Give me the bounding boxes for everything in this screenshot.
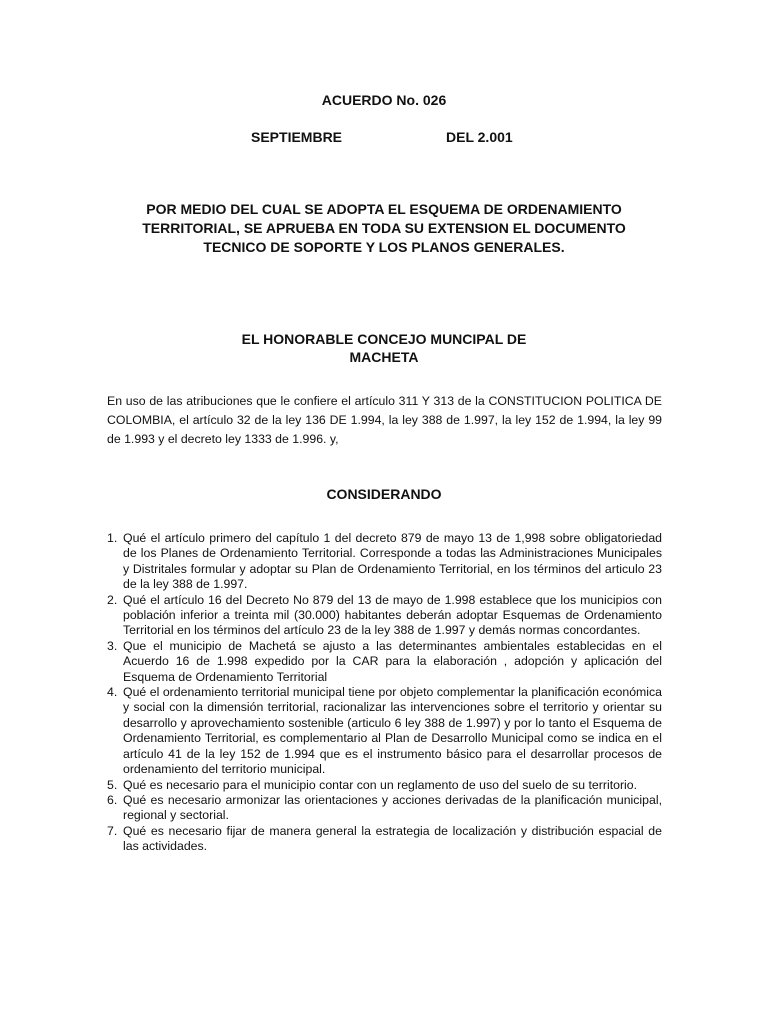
list-item [107, 824, 662, 855]
list-item [107, 531, 662, 593]
list-item [107, 793, 662, 824]
item-number: 6. [107, 792, 118, 807]
agreement-heading: ACUERDO No. 026 [321, 92, 447, 108]
item-number: 2. [107, 592, 118, 607]
intro-paragraph: En uso de las atribuciones que le confiere el artículo 311 Y 313 de la CONSTITUCION POLITICA DE COLOMBIA, el artículo 32 de la ley 136 DE 1.994, la ley 388 de 1.997, la ley 152 de 1.994, la ley 99 de 1.993 y el decreto ley 1333 de 1.996. y, [107, 394, 662, 446]
list-item [107, 639, 662, 685]
item-text: Qué el artículo 16 del Decreto No 879 del 13 de mayo de 1.998 establece que los municipios con población inferior a treinta mil (30.000) habitantes deberán adoptar Esquemas de Ordenamiento Territorial en los términos del artículo 23 de la ley 388 de 1.997 y demás normas concordantes. [123, 592, 662, 638]
date-month: SEPTIEMBRE [251, 129, 343, 145]
item-text: Qué es necesario para el municipio contar con un reglamento de uso del suelo de su territorio. [123, 777, 638, 792]
agreement-purpose [0, 200, 768, 257]
item-text: Qué el artículo primero del capítulo 1 del decreto 879 de mayo 13 de 1,998 sobre obligatoriedad de los Planes de Ordenamiento Territorial. Corresponde a todas las Administraciones Municipales y Distritales formular y adoptar su Plan de Ordenamiento Territorial, en los términos del articulo 23 de la ley 388 de 1.997. [123, 531, 662, 592]
date-year: DEL 2.001 [446, 129, 513, 145]
item-text: Qué es necesario armonizar las orientaciones y acciones derivadas de la planificación municipal, regional y sectorial. [123, 792, 662, 823]
considerando-list [107, 531, 662, 855]
considerando-heading: CONSIDERANDO [326, 486, 442, 502]
item-number: 5. [107, 777, 118, 792]
council-heading [0, 330, 768, 366]
item-text: Que el municipio de Machetá se ajusto a las determinantes ambientales establecidas en el Acuerdo 16 de 1.998 expedido por la CAR para la elaboración , adopción y aplicación del Esquema de Ordenamiento Territorial [123, 638, 662, 684]
council-line: EL HONORABLE CONCEJO MUNCIPAL DE [241, 331, 527, 347]
item-number: 3. [107, 638, 118, 653]
item-text: Qué el ordenamiento territorial municipal tiene por objeto complementar la planificación económica y social con la dimensión territorial, racionalizar las intervenciones sobre el territorio y orientar su desarrollo y aprovechamiento sostenible (articulo 6 ley 388 de 1.997) y por lo tanto el Esquema de Ordenamiento Territorial, es complementario al Plan de Desarrollo Municipal como se indica en el artículo 41 de la ley 152 de 1.994 que es el instrumento básico para el desarrollar procesos de ordenamiento del territorio municipal. [123, 685, 662, 777]
purpose-line: POR MEDIO DEL CUAL SE ADOPTA EL ESQUEMA DE ORDENAMIENTO [146, 201, 622, 217]
item-text: Qué es necesario fijar de manera general la estrategia de localización y distribución espacial de las actividades. [123, 823, 662, 854]
list-item [107, 593, 662, 639]
item-number: 7. [107, 823, 118, 838]
purpose-line: TECNICO DE SOPORTE Y LOS PLANOS GENERALES. [203, 239, 565, 255]
council-line: MACHETA [349, 349, 419, 365]
item-number: 1. [107, 531, 118, 545]
list-item [107, 685, 662, 777]
purpose-line: TERRITORIAL, SE APRUEBA EN TODA SU EXTENSION EL DOCUMENTO [142, 220, 626, 236]
list-item [107, 778, 662, 793]
item-number: 4. [107, 685, 118, 700]
